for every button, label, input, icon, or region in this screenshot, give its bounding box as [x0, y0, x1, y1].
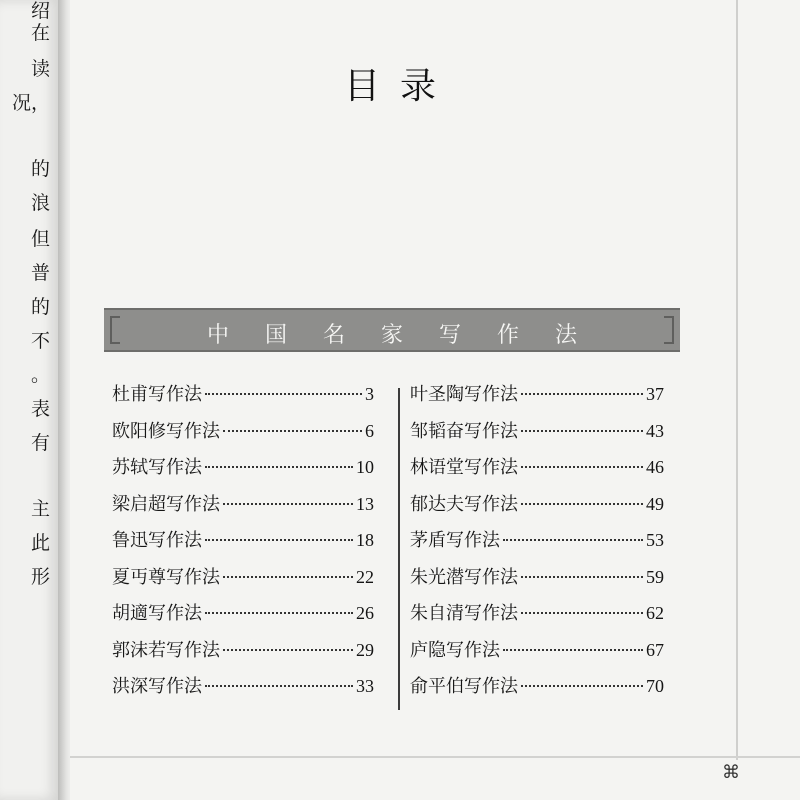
toc-entry-page-number: 22 [356, 566, 374, 587]
toc-entry-title: 梁启超写作法 [112, 493, 220, 515]
toc-entry-title: 茅盾写作法 [410, 530, 500, 551]
toc-leader-dots [223, 430, 362, 432]
toc-entry[interactable] [112, 417, 374, 454]
toc-entry-page-number: 6 [365, 420, 374, 441]
left-page-line: 主 [30, 498, 50, 520]
toc-entry[interactable] [410, 417, 664, 454]
toc-entry[interactable] [410, 526, 664, 563]
toc-entry-title: 杜甫写作法 [112, 384, 202, 405]
toc-leader-dots [521, 466, 643, 468]
page-title: 目录 [343, 66, 456, 107]
toc-leader-dots [521, 576, 643, 578]
toc-entry-page-number: 18 [356, 530, 374, 550]
toc-leader-dots [205, 685, 353, 687]
toc-entry[interactable] [112, 636, 374, 673]
toc-leader-dots [521, 612, 643, 614]
toc-entry[interactable] [410, 490, 664, 527]
left-page-line: 的 [30, 158, 50, 180]
toc-entry-page-number: 59 [646, 566, 664, 587]
toc-entry-page-number: 49 [646, 493, 664, 514]
toc-entry[interactable] [112, 599, 374, 636]
left-page-line: 普 [30, 262, 50, 284]
toc-entry-page-number: 29 [356, 639, 374, 660]
toc-entry-title: 郁达夫写作法 [410, 493, 518, 515]
left-page-line: 不 [30, 330, 50, 352]
toc-entry[interactable] [410, 599, 664, 636]
toc-entry-page-number: 43 [646, 420, 664, 441]
toc-entry-title: 邹韬奋写作法 [410, 420, 518, 442]
toc-leader-dots [521, 685, 643, 687]
toc-entry-title: 胡適写作法 [112, 603, 202, 624]
toc-entry-title: 朱自清写作法 [410, 603, 518, 624]
toc-entry-page-number: 62 [646, 603, 664, 623]
toc-column-left [112, 380, 374, 709]
toc-entry[interactable] [112, 490, 374, 527]
toc-column-right [410, 380, 664, 709]
toc-entry[interactable] [112, 453, 374, 490]
left-page-line: 在 [30, 22, 50, 44]
toc-leader-dots [503, 539, 643, 541]
left-page-line: 表 [30, 398, 50, 420]
page-bottom-line [70, 756, 800, 758]
toc-entry-page-number: 70 [646, 676, 664, 696]
toc-entry-title: 叶圣陶写作法 [410, 384, 518, 405]
toc-entry-title: 俞平伯写作法 [410, 676, 518, 697]
toc-leader-dots [223, 503, 353, 505]
toc-leader-dots [205, 612, 353, 614]
left-page-line: 有 [30, 432, 50, 454]
page-frame-line [736, 0, 738, 760]
toc-entry-title: 夏丏尊写作法 [112, 566, 220, 588]
toc-leader-dots [205, 393, 362, 395]
left-page-line: 但 [30, 228, 50, 250]
toc-entry-title: 郭沫若写作法 [112, 639, 220, 661]
left-page-line: 形 [30, 566, 50, 588]
toc-leader-dots [223, 649, 353, 651]
left-page-line: 读 [30, 58, 50, 80]
toc-entry-title: 庐隐写作法 [410, 639, 500, 661]
toc-leader-dots [521, 503, 643, 505]
previous-page [0, 0, 60, 800]
section-banner [104, 308, 680, 352]
toc-entry-title: 欧阳修写作法 [112, 420, 220, 442]
toc-entry-page-number: 26 [356, 603, 374, 623]
toc-entry-title: 洪深写作法 [112, 676, 202, 697]
left-page-line: 浪 [30, 192, 50, 214]
toc-leader-dots [205, 466, 353, 468]
toc-entry[interactable] [410, 636, 664, 673]
toc-leader-dots [503, 649, 643, 651]
toc-entry-page-number: 3 [365, 384, 374, 404]
toc-entry-page-number: 13 [356, 493, 374, 514]
column-divider [398, 388, 400, 710]
left-page-line: 绍 [30, 0, 50, 22]
toc-entry[interactable] [410, 672, 664, 709]
left-page-line: 。 [30, 364, 50, 386]
toc-entry[interactable] [410, 453, 664, 490]
toc-entry[interactable] [112, 526, 374, 563]
toc-entry-page-number: 67 [646, 639, 664, 660]
toc-entry-page-number: 37 [646, 384, 664, 404]
toc-entry[interactable] [410, 563, 664, 600]
toc-entry-title: 朱光潜写作法 [410, 566, 518, 588]
toc-entry-page-number: 53 [646, 530, 664, 550]
corner-ornament-icon: ⌘ [722, 762, 740, 783]
toc-leader-dots [521, 430, 643, 432]
toc-entry-title: 林语堂写作法 [410, 457, 518, 478]
toc-entry-page-number: 10 [356, 457, 374, 477]
toc-entry[interactable] [112, 380, 374, 417]
toc-leader-dots [205, 539, 353, 541]
toc-entry[interactable] [410, 380, 664, 417]
toc-entry[interactable] [112, 563, 374, 600]
toc-entry-title: 鲁迅写作法 [112, 530, 202, 551]
left-page-line: 的 [30, 296, 50, 318]
toc-entry[interactable] [112, 672, 374, 709]
toc-leader-dots [223, 576, 353, 578]
left-page-line: 此 [30, 532, 50, 554]
section-banner-text: 中国名家写作法 [206, 323, 613, 348]
toc-entry-page-number: 33 [356, 676, 374, 696]
left-page-line: 况， [11, 92, 50, 114]
toc-leader-dots [521, 393, 643, 395]
toc-entry-page-number: 46 [646, 457, 664, 477]
toc-entry-title: 苏轼写作法 [112, 457, 202, 478]
